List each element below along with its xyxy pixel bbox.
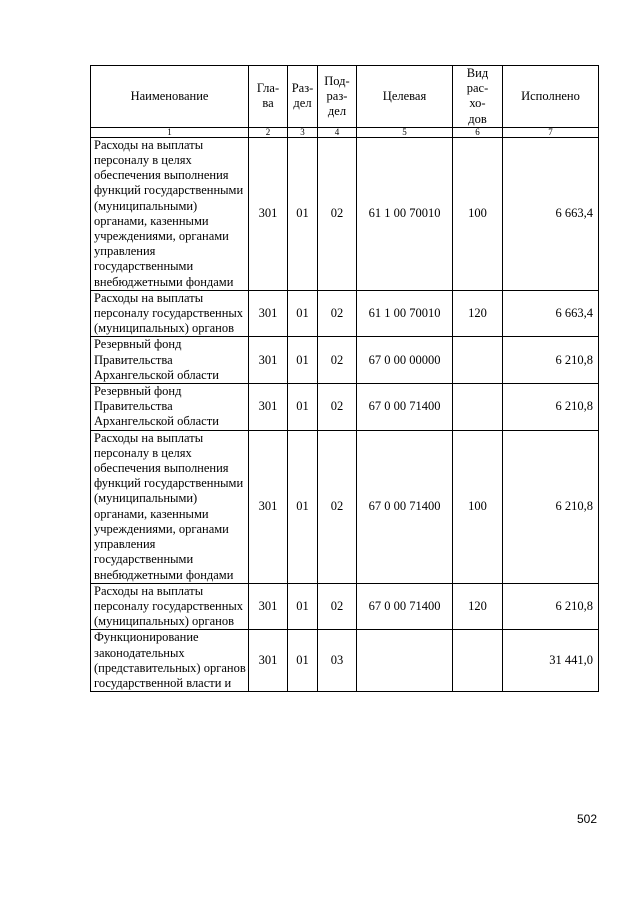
header-vid: Вид рас- хо- дов [453, 66, 503, 128]
row-vid: 120 [453, 583, 503, 630]
table-row [91, 290, 599, 337]
header-podrazdel: Под- раз- дел [318, 66, 357, 128]
row-glava: 301 [249, 384, 288, 431]
row-vid: 100 [453, 430, 503, 583]
row-celevaya: 67 0 00 71400 [357, 384, 453, 431]
row-razdel: 01 [288, 430, 318, 583]
row-glava: 301 [249, 137, 288, 290]
header-razdel: Раз- дел [288, 66, 318, 128]
row-podrazdel: 02 [318, 384, 357, 431]
row-podrazdel: 02 [318, 137, 357, 290]
row-razdel: 01 [288, 630, 318, 692]
row-podrazdel: 02 [318, 337, 357, 384]
row-ispolneno: 6 210,8 [503, 337, 599, 384]
row-razdel: 01 [288, 137, 318, 290]
page-number: 502 [577, 812, 598, 826]
header-glava: Гла- ва [249, 66, 288, 128]
row-celevaya [357, 630, 453, 692]
table-row [91, 630, 599, 692]
row-ispolneno: 6 663,4 [503, 290, 599, 337]
row-name: Резервный фонд Правительства Архангельской области [91, 337, 249, 384]
column-number: 6 [453, 127, 503, 137]
row-vid [453, 384, 503, 431]
table-row [91, 583, 599, 630]
row-podrazdel: 03 [318, 630, 357, 692]
header-row [91, 66, 599, 128]
row-celevaya: 67 0 00 71400 [357, 583, 453, 630]
row-podrazdel: 02 [318, 290, 357, 337]
row-glava: 301 [249, 290, 288, 337]
row-glava: 301 [249, 583, 288, 630]
row-ispolneno: 6 210,8 [503, 430, 599, 583]
row-glava: 301 [249, 337, 288, 384]
table-row [91, 137, 599, 290]
row-vid [453, 337, 503, 384]
row-ispolneno: 6 210,8 [503, 583, 599, 630]
row-vid: 100 [453, 137, 503, 290]
row-name: Расходы на выплаты персоналу государственных (муниципальных) органов [91, 583, 249, 630]
column-number: 2 [249, 127, 288, 137]
header-name: Наименование [91, 66, 249, 128]
header-celevaya: Целевая [357, 66, 453, 128]
row-glava: 301 [249, 630, 288, 692]
row-razdel: 01 [288, 337, 318, 384]
row-ispolneno: 6 663,4 [503, 137, 599, 290]
table-row [91, 384, 599, 431]
budget-table [90, 65, 599, 692]
row-glava: 301 [249, 430, 288, 583]
column-numbers-row [91, 127, 599, 137]
row-podrazdel: 02 [318, 583, 357, 630]
column-number: 3 [288, 127, 318, 137]
row-ispolneno: 31 441,0 [503, 630, 599, 692]
row-celevaya: 61 1 00 70010 [357, 137, 453, 290]
row-vid: 120 [453, 290, 503, 337]
header-ispolneno: Исполнено [503, 66, 599, 128]
column-number: 4 [318, 127, 357, 137]
column-number: 7 [503, 127, 599, 137]
row-name: Расходы на выплаты персоналу в целях обеспечения выполнения функций государственными (муниципальными) органами, казенными учреждениями, органами управления государственными внебюджетными фондами [91, 137, 249, 290]
row-celevaya: 67 0 00 71400 [357, 430, 453, 583]
row-razdel: 01 [288, 384, 318, 431]
row-name: Расходы на выплаты персоналу государственных (муниципальных) органов [91, 290, 249, 337]
row-podrazdel: 02 [318, 430, 357, 583]
row-ispolneno: 6 210,8 [503, 384, 599, 431]
row-celevaya: 61 1 00 70010 [357, 290, 453, 337]
row-razdel: 01 [288, 583, 318, 630]
column-number: 5 [357, 127, 453, 137]
row-name: Функционирование законодательных (представительных) органов государственной власти и [91, 630, 249, 692]
row-razdel: 01 [288, 290, 318, 337]
table-row [91, 430, 599, 583]
table-row [91, 337, 599, 384]
row-name: Расходы на выплаты персоналу в целях обеспечения выполнения функций государственными (муниципальными) органами, казенными учреждениями, органами управления государственными внебюджетными фондами [91, 430, 249, 583]
row-celevaya: 67 0 00 00000 [357, 337, 453, 384]
column-number: 1 [91, 127, 249, 137]
row-name: Резервный фонд Правительства Архангельской области [91, 384, 249, 431]
row-vid [453, 630, 503, 692]
